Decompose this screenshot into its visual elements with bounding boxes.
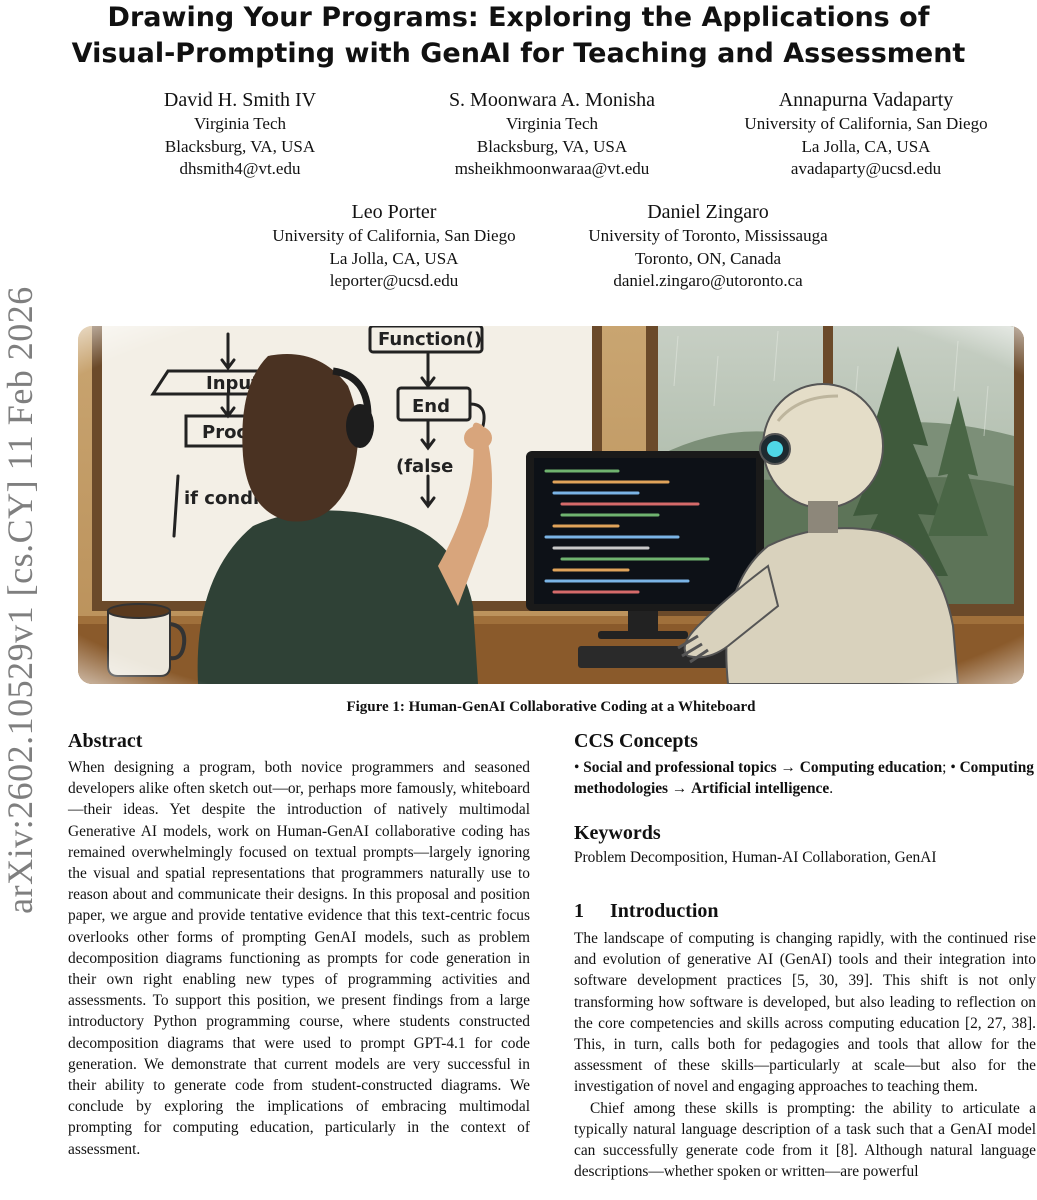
author-2 (412, 87, 692, 181)
author-name: S. Moonwara A. Monisha (448, 89, 656, 111)
arxiv-stamp-text: arXiv:2602.10529v1 [cs.CY] 11 Feb 2026 (0, 286, 40, 914)
author-email: leporter@ucsd.edu (329, 271, 459, 291)
author-affiliation: Virginia Tech (193, 114, 287, 133)
ccs-item-2b: Artificial intelligence (691, 780, 830, 798)
author-name: Daniel Zingaro (647, 201, 769, 223)
ccs-heading: CCS Concepts (574, 730, 698, 752)
figure-caption: Figure 1: Human-GenAI Collaborative Coding at a Whiteboard (346, 699, 756, 715)
author-location: La Jolla, CA, USA (329, 248, 459, 268)
author-name: Annapurna Vadaparty (778, 89, 954, 111)
figure-1-illustration (78, 326, 1024, 684)
section-number: 1 (574, 900, 584, 922)
author-email: dhsmith4@vt.edu (179, 159, 301, 179)
ccs-end: . (829, 780, 834, 798)
introduction-paragraph-1: The landscape of computing is changing rapidly, with the continued rise and evolution of generative AI (GenAI) tools and their integration into software development practices [5, 30, 39]. This shift is not only transforming how software is developed, but also leading to reflection on the core competencies and skills across computing education [2, 27, 38]. This, in turn, calls both for pedagogies and tools that allow for the assessment of these skills—particularly at scale—but also for the investigation of novel and engaging approaches to teaching them. (574, 930, 1036, 1096)
author-affiliation: University of Toronto, Mississauga (588, 226, 828, 245)
ccs-item-2a: Computing methodologies (574, 759, 1034, 798)
keywords-heading: Keywords (574, 822, 661, 844)
ccs-item-1b: Computing education (799, 759, 943, 776)
ccs-separator: ; (942, 759, 947, 776)
keywords-text: Problem Decomposition, Human-AI Collaboration, GenAI (574, 849, 937, 866)
ccs-arrow: → (780, 759, 796, 776)
author-email: msheikhmoonwaraa@vt.edu (454, 159, 650, 179)
author-email: daniel.zingaro@utoronto.ca (613, 271, 803, 291)
ccs-concepts (574, 757, 1036, 799)
paper-title (40, 0, 997, 72)
author-1 (120, 87, 360, 181)
abstract-heading: Abstract (68, 730, 143, 752)
ccs-arrow: → (671, 780, 688, 798)
author-affiliation: Virginia Tech (505, 114, 599, 133)
title-line-1: Drawing Your Programs: Exploring the Applications of (107, 2, 930, 33)
arxiv-stamp (0, 262, 42, 938)
author-affiliation: University of California, San Diego (272, 226, 516, 245)
author-5 (558, 199, 858, 293)
ccs-bullet: • (950, 759, 956, 776)
author-location: Blacksburg, VA, USA (164, 136, 316, 156)
author-email: avadaparty@ucsd.edu (790, 159, 942, 179)
ccs-item-1a: Social and professional topics (583, 759, 777, 776)
section-title: Introduction (610, 900, 719, 922)
author-location: La Jolla, CA, USA (801, 136, 931, 156)
introduction-heading (574, 898, 719, 924)
title-line-2: Visual-Prompting with GenAI for Teaching and Assessment (71, 38, 966, 69)
author-name: Leo Porter (351, 201, 437, 223)
introduction-paragraph-2: Chief among these skills is prompting: the ability to articulate a typically natural language description of a task such that a GenAI model can successfully generate code from it [8]. Although natural language descriptions—whether spoken or written—are powerful (574, 1099, 1036, 1181)
ccs-bullet: • (574, 759, 580, 776)
author-3 (716, 87, 1016, 181)
author-affiliation: University of California, San Diego (744, 114, 988, 133)
abstract-text (68, 757, 530, 1160)
introduction-text (574, 928, 1036, 1182)
author-location: Blacksburg, VA, USA (476, 136, 628, 156)
author-4 (244, 199, 544, 293)
abstract-paragraph: When designing a program, both novice programmers and seasoned developers alike often sketch out—or, perhaps more famously, whiteboard—their ideas. Yet despite the introduction of natively multimodal Generative AI models, work on Human-GenAI collaborative coding has remained overwhelmingly focused on textual prompts—largely ignoring the visual and spatial representations that programmers naturally use to reason about and communicate their designs. In this proposal and position paper, we argue and provide tentative evidence that this text-centric focus overlooks other forms of prompting GenAI models, such as problem decomposition diagrams functioning as prompts for code generation in their own right enabling new types of programming activities and assessments. To support this position, we present findings from a large introductory Python programming course, where students constructed decomposition diagrams that were used to prompt GPT-4.1 for code generation. We demonstrate that current models are very successful in their ability to generate code from student-constructed diagrams. We conclude by exploring the implications of embracing multimodal prompting for computing education, particularly in the context of assessment. (68, 759, 530, 1158)
author-name: David H. Smith IV (163, 89, 317, 111)
author-location: Toronto, ON, Canada (634, 248, 782, 268)
